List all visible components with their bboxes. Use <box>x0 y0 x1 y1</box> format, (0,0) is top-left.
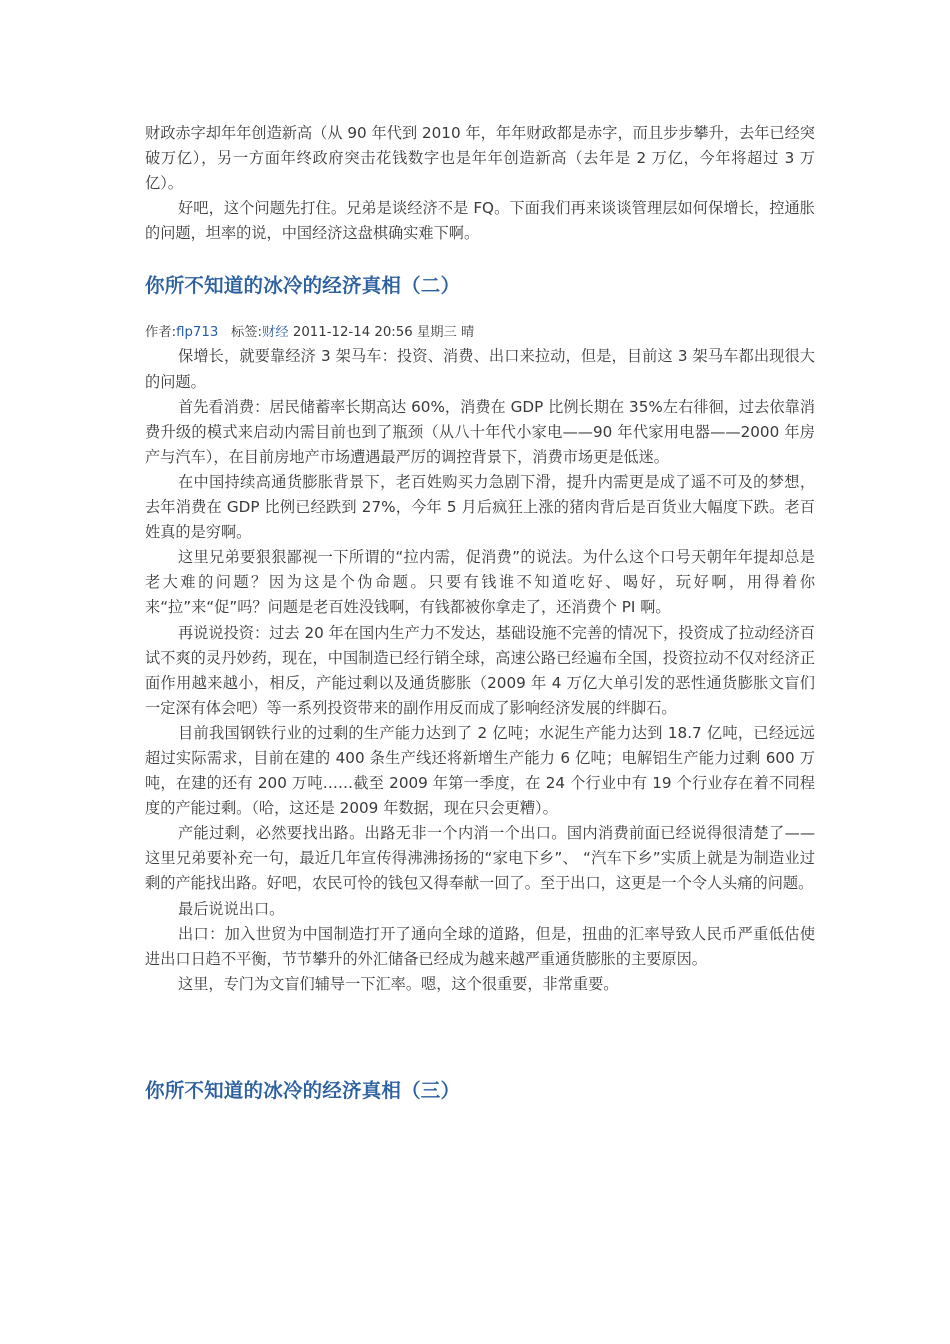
article2-paragraph-2: 首先看消费：居民储蓄率长期高达 60%，消费在 GDP 比例长期在 35%左右徘徊，过去依靠消费升级的模式来启动内需目前也到了瓶颈（从八十年代小家电——90 年代家用电器——2000 年房产与汽车），在目前房地产市场遭遇最严厉的调控背景下，消费市场更是低迷。 <box>145 397 815 466</box>
article2-paragraph-6: 目前我国钢铁行业的过剩的生产能力达到了 2 亿吨；水泥生产能力达到 18.7 亿吨，已经远远超过实际需求，目前在建的 400 条生产线还将新增生产能力 6 亿吨；电解铝生产能力过剩 600 万吨，在建的还有 200 万吨……截至 2009 年第一季度，在 24 个行业中有 19 个行业存在着不同程度的产能过剩。（哈，这还是 2009 年数据，现在只会更糟）。 <box>145 723 815 818</box>
article2-paragraph-5: 再说说投资：过去 20 年在国内生产力不发达，基础设施不完善的情况下，投资成了拉动经济百试不爽的灵丹妙药，现在，中国制造已经行销全球，高速公路已经遍布全国，投资拉动不仅对经济正面作用越来越小，相反，产能过剩以及通货膨胀（2009 年 4 万亿大单引发的恶性通货膨胀文盲们一定深有体会吧）等一系列投资带来的副作用反而成了影响经济发展的绊脚石。 <box>145 623 815 717</box>
article2-paragraph-1: 保增长，就要靠经济 3 架马车：投资、消费、出口来拉动，但是，目前这 3 架马车都出现很大的问题。 <box>145 347 815 391</box>
paragraph-top-2: 好吧，这个问题先打住。兄弟是谈经济不是 FQ。下面我们再来谈谈管理层如何保增长，控通胀的问题，坦率的说，中国经济这盘棋确实难下啊。 <box>145 199 815 243</box>
article-title-2[interactable]: 你所不知道的冰冷的经济真相（二） <box>145 274 461 298</box>
author-label: 作者: <box>145 325 177 341</box>
article2-paragraph-3: 在中国持续高通货膨胀背景下，老百姓购买力急剧下滑，提升内需更是成了遥不可及的梦想，去年消费在 GDP 比例已经跌到 27%，今年 5 月后疯狂上涨的猪肉背后是百货业大幅度下跌。老百姓真的是穷啊。 <box>145 472 815 542</box>
article2-paragraph-7: 产能过剩，必然要找出路。出路无非一个内消一个出口。国内消费前面已经说得很清楚了——这里兄弟要补充一句，最近几年宣传得沸沸扬扬的“家电下乡”、 “汽车下乡”实质上就是为制造业过剩的产能找出路。好吧，农民可怜的钱包又得奉献一回了。至于出口，这更是一个令人头痛的问题。 <box>145 824 815 893</box>
article-title-3[interactable]: 你所不知道的冰冷的经济真相（三） <box>145 1078 461 1102</box>
author-link[interactable]: flp713 <box>176 325 219 341</box>
tags-label: 标签: <box>230 325 263 341</box>
paragraph-top-1: 财政赤字却年年创造新高（从 90 年代到 2010 年，年年财政都是赤字，而且步步攀升，去年已经突破万亿），另一方面年终政府突击花钱数字也是年年创造新高（去年是 2 万亿，今年将超过 3 万亿）。 <box>145 124 815 193</box>
post-datetime: 2011-12-14 20:56 星期三 晴 <box>292 325 475 341</box>
article-meta <box>145 322 815 344</box>
article2-paragraph-9: 出口：加入世贸为中国制造打开了通向全球的道路，但是，扭曲的汇率导致人民币严重低估使进出口日趋不平衡，节节攀升的外汇储备已经成为越来越严重通货膨胀的主要原因。 <box>145 924 815 968</box>
document-body <box>145 121 815 1105</box>
article2-paragraph-10: 这里，专门为文盲们辅导一下汇率。嗯，这个很重要，非常重要。 <box>178 974 619 993</box>
article2-paragraph-8: 最后说说出口。 <box>178 899 285 918</box>
article2-paragraph-4: 这里兄弟要狠狠鄙视一下所谓的“拉内需，促消费”的说法。为什么这个口号天朝年年提却总是老大难的问题？因为这是个伪命题。只要有钱谁不知道吃好、喝好，玩好啊，用得着你来“拉”来“促”吗？问题是老百姓没钱啊，有钱都被你拿走了，还消费个 PI 啊。 <box>145 548 815 617</box>
tag-link[interactable]: 财经 <box>262 325 289 341</box>
